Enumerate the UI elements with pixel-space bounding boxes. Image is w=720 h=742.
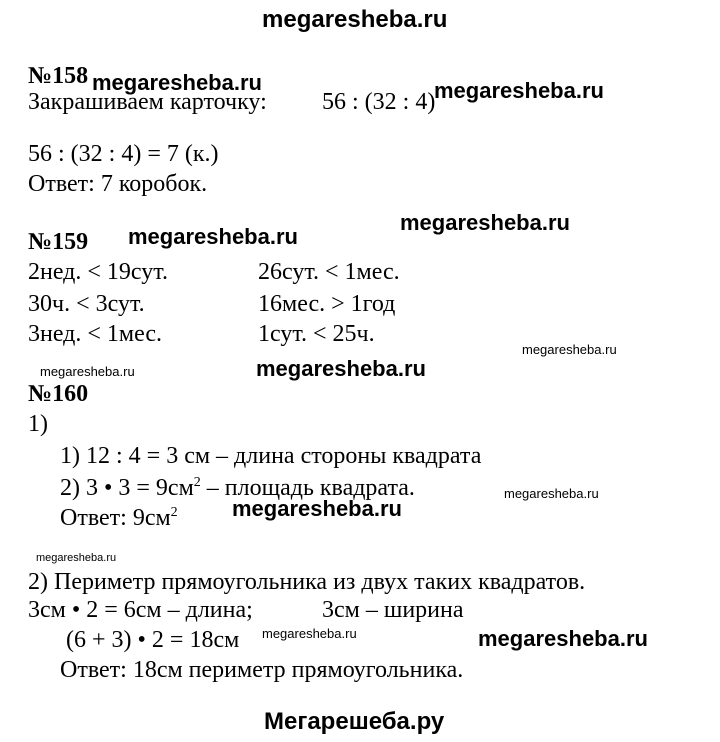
task-159-row1-right: 26сут. < 1мес. <box>258 259 400 285</box>
task-158-line1-label: Закрашиваем карточку: <box>28 89 267 115</box>
watermark-7: megaresheba.ru <box>40 364 135 379</box>
watermark-8: megaresheba.ru <box>504 486 599 501</box>
task-160-answer1-sup: 2 <box>170 505 178 520</box>
task-160-step1: 1) 12 : 4 = 3 см – длина стороны квадрата <box>60 443 482 469</box>
site-footer[interactable]: Мегарешеба.ру <box>264 708 445 735</box>
watermark-11: megaresheba.ru <box>262 626 357 641</box>
task-160-calc-perimeter: (6 + 3) • 2 = 18см <box>66 627 240 653</box>
task-160-calc-length: 3см • 2 = 6см – длина; <box>28 597 253 623</box>
task-160-answer2: Ответ: 18см периметр прямоугольника. <box>60 657 464 683</box>
watermark-9: megaresheba.ru <box>232 496 402 521</box>
task-160-step2-pre: 2) 3 • 3 = 9см <box>60 475 194 501</box>
watermark-4: megaresheba.ru <box>128 224 298 249</box>
task-159-row2-right: 16мес. > 1год <box>258 291 396 317</box>
task-160-number: №160 <box>28 381 89 407</box>
task-160-step2-post: – площадь квадрата. <box>200 475 415 501</box>
task-158-solution: 56 : (32 : 4) = 7 (к.) <box>28 141 219 167</box>
watermark-2: megaresheba.ru <box>434 78 604 103</box>
task-159-row1-left: 2нед. < 19сут. <box>28 259 168 285</box>
task-160-step2-sup: 2 <box>193 475 201 490</box>
watermark-10: megaresheba.ru <box>36 552 117 564</box>
task-159-row3-right: 1сут. < 25ч. <box>258 321 375 347</box>
task-160-answer1-pre: Ответ: 9см <box>60 505 171 531</box>
task-159-row3-left: 3нед. < 1мес. <box>28 321 163 347</box>
watermark-3: megaresheba.ru <box>400 210 570 235</box>
watermark-6: megaresheba.ru <box>256 356 426 381</box>
task-160-part2: 2) Периметр прямоугольника из двух таких квадратов. <box>28 569 586 595</box>
task-158-answer: Ответ: 7 коробок. <box>28 171 208 197</box>
site-header[interactable]: megaresheba.ru <box>262 6 448 33</box>
task-158-line1-expr: 56 : (32 : 4) <box>322 89 436 115</box>
task-159-number: №159 <box>28 229 89 255</box>
watermark-1: megaresheba.ru <box>92 70 262 95</box>
watermark-12: megaresheba.ru <box>478 626 648 651</box>
watermark-5: megaresheba.ru <box>522 342 617 357</box>
task-160-answer1 <box>60 504 178 532</box>
task-160-part1-label: 1) <box>28 411 48 437</box>
task-158-number: №158 <box>28 63 89 89</box>
task-160-calc-width: 3см – ширина <box>322 597 464 623</box>
task-159-row2-left: 30ч. < 3сут. <box>28 291 145 317</box>
